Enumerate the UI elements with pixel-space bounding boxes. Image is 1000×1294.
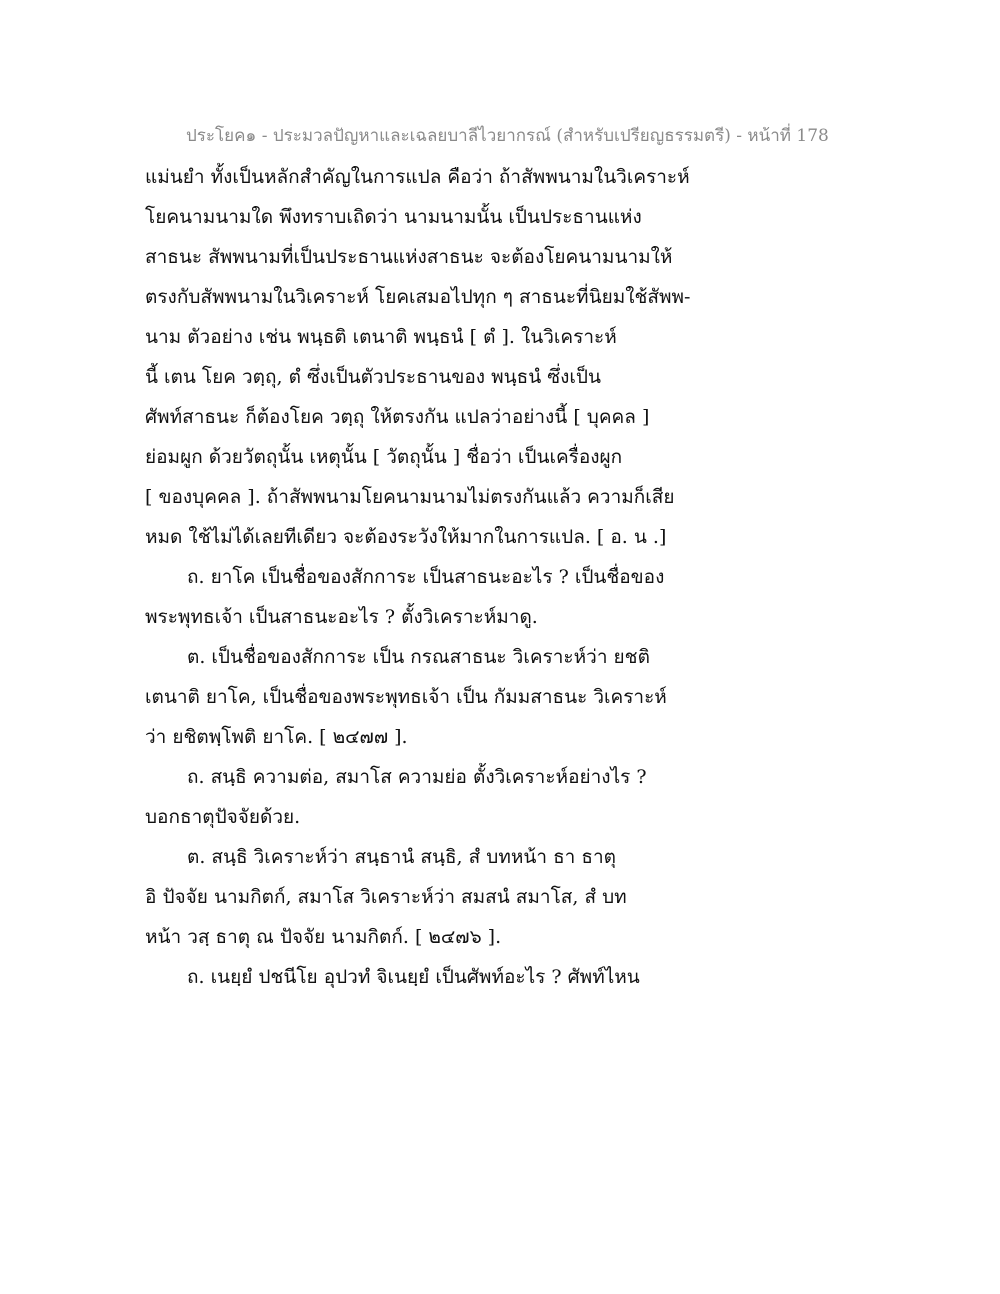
text-line: ถ. เนยฺยํ ปชนีโย อุปวทํ จิเนยฺยํ เป็นศัพท์อะไร ? ศัพท์ไหน bbox=[187, 966, 640, 988]
text-line: หมด ใช้ไม่ได้เลยทีเดียว จะต้องระวังให้มากในการแปล. [ อ. น .] bbox=[145, 526, 667, 548]
text-line: อิ ปัจจัย นามกิตก์, สมาโส วิเคราะห์ว่า สมสนํ สมาโส, สํ บท bbox=[145, 886, 627, 908]
text-line: นี้ เตน โยค วตฺถุ, ตํ ซึ่งเป็นตัวประธานของ พนฺธนํ ซึ่งเป็น bbox=[145, 366, 601, 388]
text-line: ว่า ยชิตพฺโพติ ยาโค. [ ๒๔๗๗ ]. bbox=[145, 726, 408, 748]
text-line: สาธนะ สัพพนามที่เป็นประธานแห่งสาธนะ จะต้องโยคนามนามให้ bbox=[145, 246, 673, 268]
text-line: ถ. สนฺธิ ความต่อ, สมาโส ความย่อ ตั้งวิเคราะห์อย่างไร ? bbox=[187, 766, 647, 788]
text-line: หน้า วสฺ ธาตุ ณ ปัจจัย นามกิตก์. [ ๒๔๗๖ ]. bbox=[145, 926, 502, 948]
text-line: ต. สนฺธิ วิเคราะห์ว่า สนฺธานํ สนฺธิ, สํ บทหน้า ธา ธาตุ bbox=[187, 846, 616, 868]
page-body bbox=[145, 157, 785, 997]
text-line: โยคนามนามใด พึงทราบเถิดว่า นามนามนั้น เป็นประธานแห่ง bbox=[145, 206, 642, 228]
text-line: เตนาติ ยาโค, เป็นชื่อของพระพุทธเจ้า เป็น กัมมสาธนะ วิเคราะห์ bbox=[145, 686, 667, 708]
text-line: ศัพท์สาธนะ ก็ต้องโยค วตฺถุ ให้ตรงกัน แปลว่าอย่างนี้ [ บุคคล ] bbox=[145, 406, 650, 428]
text-line: [ ของบุคคล ]. ถ้าสัพพนามโยคนามนามไม่ตรงกันแล้ว ความก็เสีย bbox=[145, 486, 675, 508]
text-line: ย่อมผูก ด้วยวัตถุนั้น เหตุนั้น [ วัตถุนั้น ] ชื่อว่า เป็นเครื่องผูก bbox=[145, 446, 623, 468]
text-line: นาม ตัวอย่าง เช่น พนฺธติ เตนาติ พนฺธนํ [ ตํ ]. ในวิเคราะห์ bbox=[145, 326, 617, 348]
text-line: ถ. ยาโค เป็นชื่อของสักการะ เป็นสาธนะอะไร ? เป็นชื่อของ bbox=[187, 566, 665, 588]
text-line: แม่นยำ ทั้งเป็นหลักสำคัญในการแปล คือว่า ถ้าสัพพนามในวิเคราะห์ bbox=[145, 166, 690, 188]
text-line: ตรงกับสัพพนามในวิเคราะห์ โยคเสมอไปทุก ๆ สาธนะที่นิยมใช้สัพพ- bbox=[145, 286, 691, 308]
page-header: ประโยค๑ - ประมวลปัญหาและเฉลยบาลีไวยากรณ์ (สำหรับเปรียญธรรมตรี) - หน้าที่ 178 bbox=[186, 126, 829, 146]
text-line: บอกธาตุปัจจัยด้วย. bbox=[145, 806, 301, 828]
text-line: พระพุทธเจ้า เป็นสาธนะอะไร ? ตั้งวิเคราะห์มาดู. bbox=[145, 606, 538, 628]
text-line: ต. เป็นชื่อของสักการะ เป็น กรณสาธนะ วิเคราะห์ว่า ยชติ bbox=[187, 646, 650, 668]
